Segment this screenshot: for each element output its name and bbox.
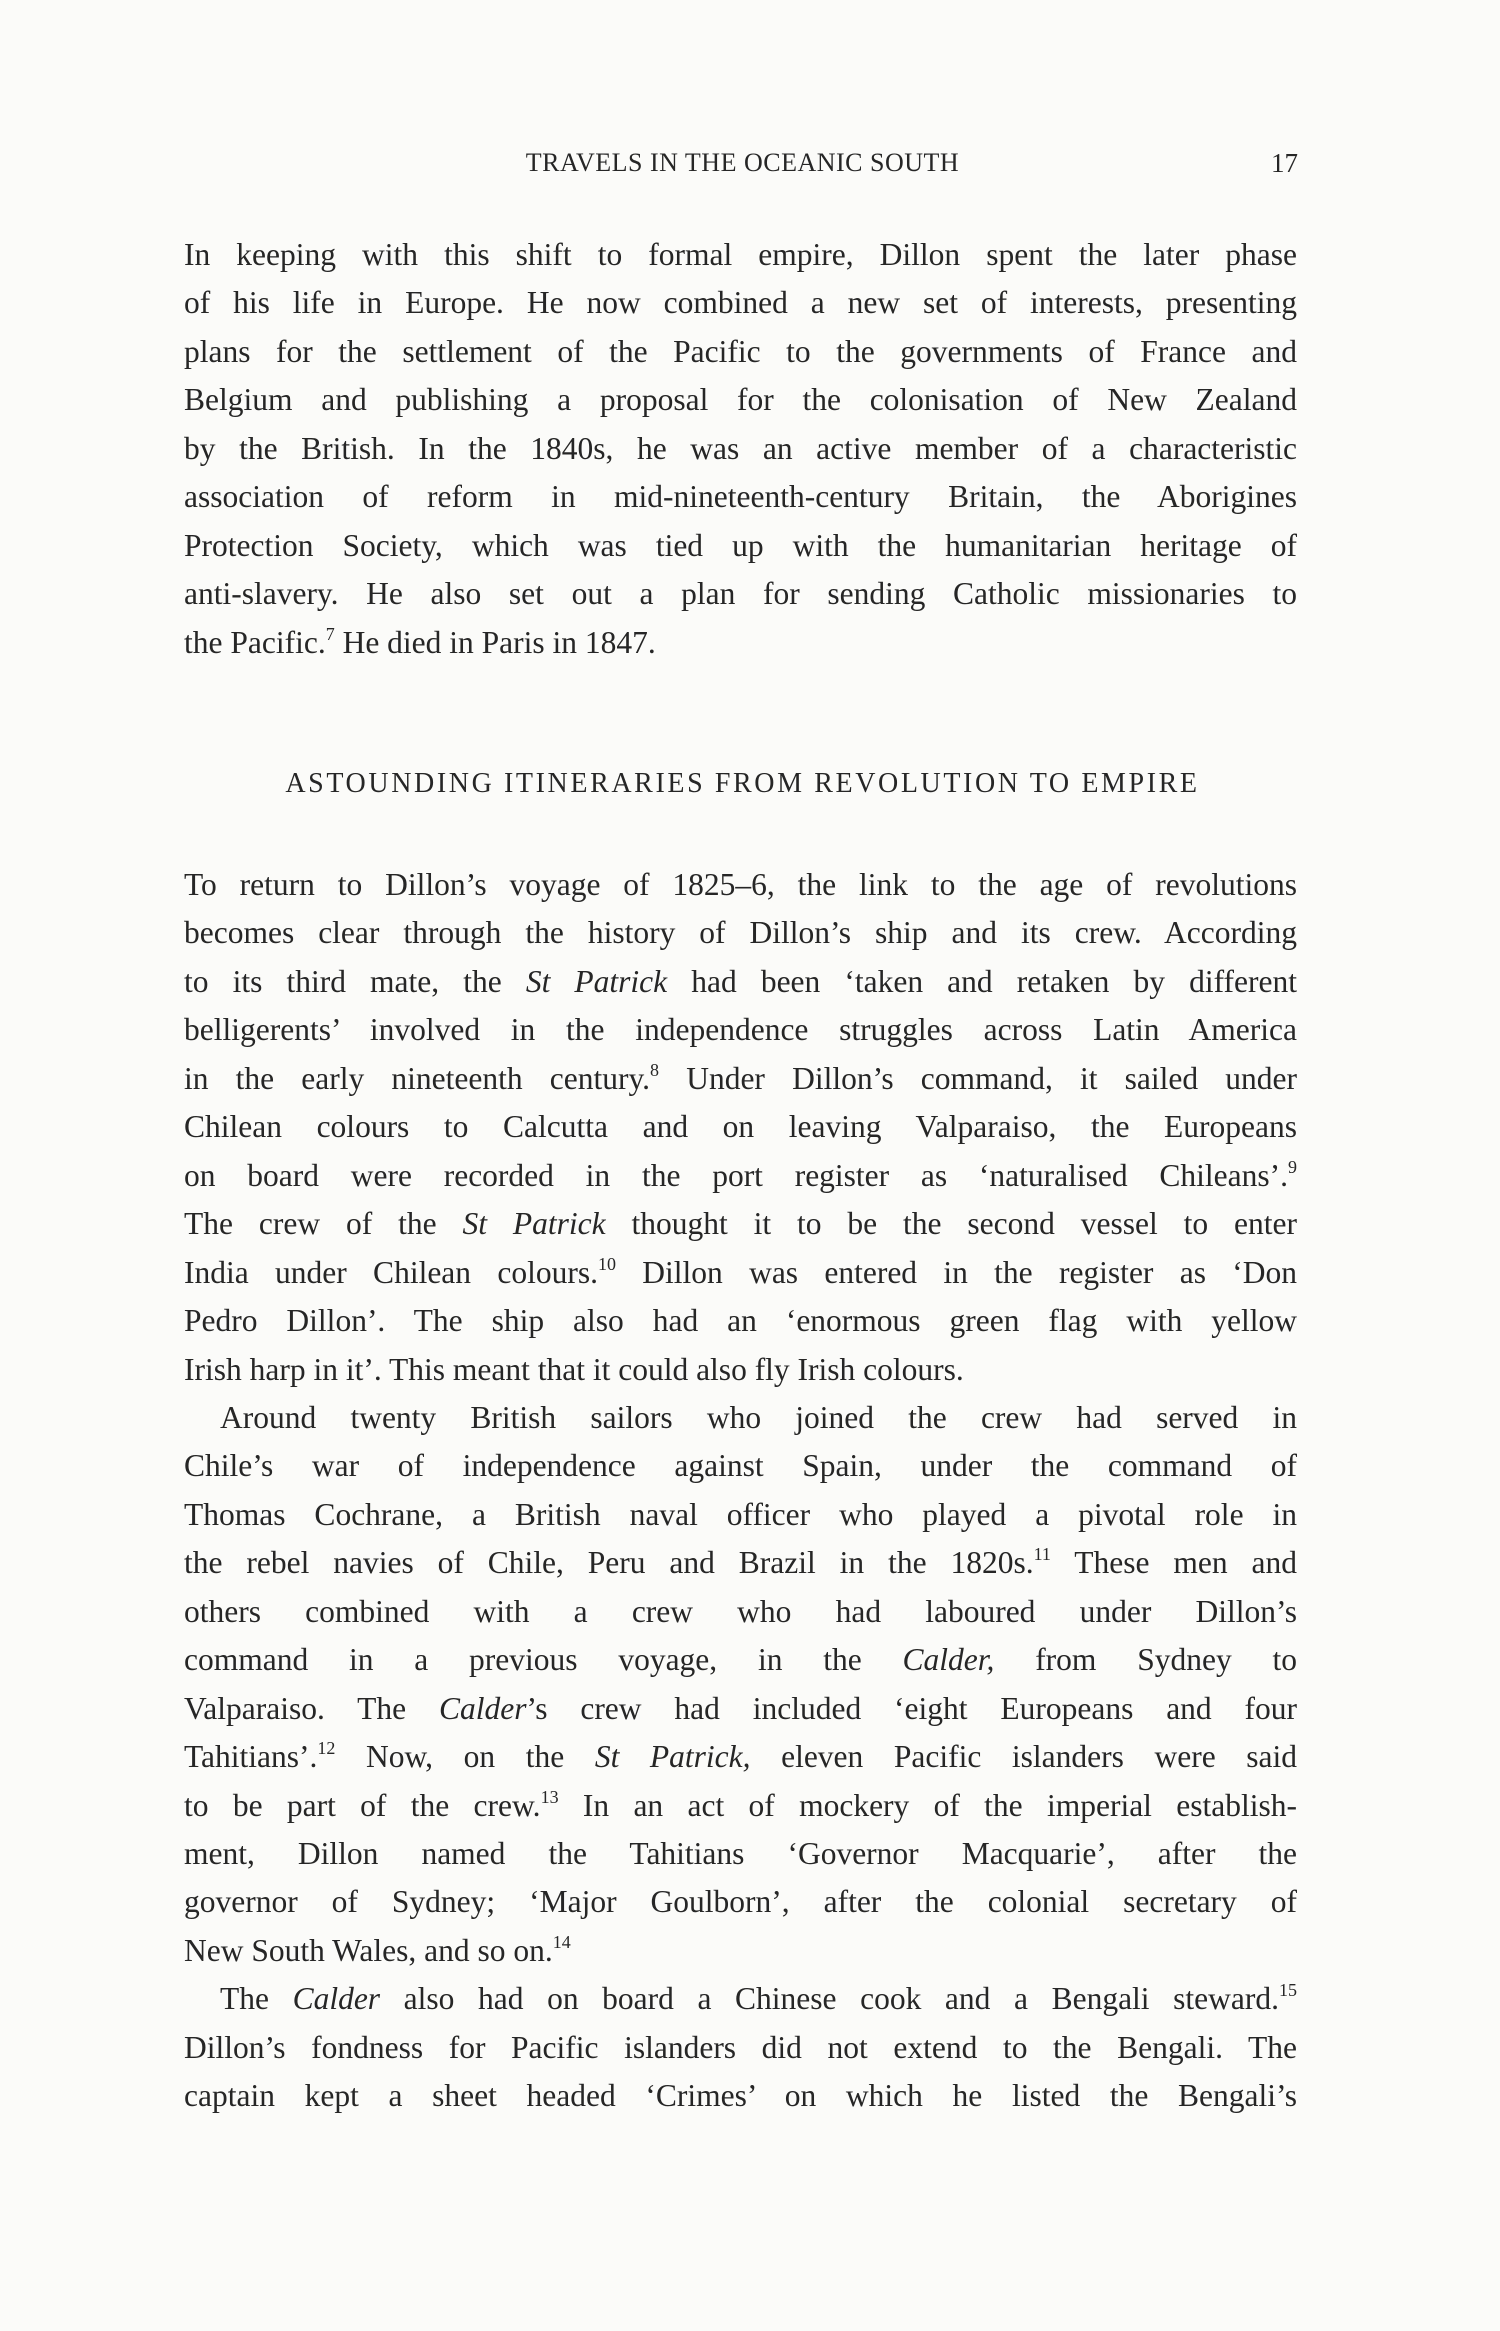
footnote-ref: 14 [552, 1931, 571, 1952]
text-line [184, 1834, 1297, 1874]
text-line [184, 1592, 1297, 1632]
running-head: TRAVELS IN THE OCEANIC SOUTH [525, 148, 960, 177]
text-line [184, 962, 1297, 1002]
text: in the early nineteenth century. [184, 1060, 651, 1096]
text: captain kept a sheet headed ‘Crimes’ on which he listed the Bengali’s [184, 2078, 1297, 2114]
page-number: 17 [1271, 148, 1298, 178]
text: The crew of the [184, 1206, 463, 1242]
text: In an act of mockery of the imperial establish- [558, 1787, 1297, 1823]
italic-text: St Patrick [462, 1206, 606, 1242]
text-line [184, 913, 1297, 953]
text-line [184, 1931, 1297, 1971]
text: These men and [1050, 1545, 1297, 1581]
text-line [184, 1350, 1297, 1390]
italic-text: Calder [438, 1690, 527, 1726]
text: Valparaiso. The [184, 1690, 439, 1726]
text: of his life in Europe. He now combined a new set of interests, presenting [184, 285, 1297, 321]
text: governor of Sydney; ‘Major Goulborn’, after the colonial secretary of [184, 1884, 1297, 1920]
text-line [220, 1979, 1297, 2019]
footnote-ref: 9 [1288, 1156, 1297, 1177]
text: He died in Paris in 1847. [334, 624, 656, 660]
text-line [184, 1689, 1297, 1729]
text-line [184, 1882, 1297, 1922]
text: Now, on the [335, 1739, 595, 1775]
text: plans for the settlement of the Pacific to the governments of France and [184, 333, 1297, 369]
text: Protection Society, which was tied up with the humanitarian heritage of [184, 527, 1297, 563]
text: eleven Pacific islanders were said [750, 1739, 1298, 1775]
italic-text: St Patrick [525, 963, 668, 999]
text: belligerents’ involved in the independence struggles across Latin America [184, 1012, 1297, 1048]
text: by the British. In the 1840s, he was an active member of a characteristic [184, 430, 1297, 466]
text-line [184, 526, 1297, 566]
text: also had on board a Chinese cook and a Bengali steward. [380, 1981, 1279, 2017]
text-line [184, 235, 1297, 275]
section-heading: ASTOUNDING ITINERARIES FROM REVOLUTION TO EMPIRE [285, 768, 1200, 799]
text: Tahitians’. [184, 1739, 318, 1775]
italic-text: Calder [292, 1981, 381, 2017]
text: Around twenty British sailors who joined the crew had served in [220, 1399, 1297, 1435]
text: on board were recorded in the port register as ‘naturalised Chileans’. [184, 1157, 1288, 1193]
text: Dillon was entered in the register as ‘Don [615, 1254, 1298, 1290]
footnote-ref: 12 [317, 1738, 336, 1759]
footnote-ref: 8 [650, 1059, 660, 1080]
text-line [184, 2076, 1297, 2116]
text-line [184, 1446, 1297, 1486]
text: had been ‘taken and retaken by different [667, 963, 1297, 999]
text-line [184, 2028, 1297, 2068]
italic-text: Calder, [902, 1642, 995, 1678]
text: the Pacific. [184, 624, 326, 660]
text-line [184, 283, 1297, 323]
text-line [184, 1301, 1297, 1341]
text: the rebel navies of Chile, Peru and Brazil in the 1820s. [184, 1545, 1034, 1581]
text: anti-slavery. He also set out a plan for sending Catholic missionaries to [184, 576, 1297, 612]
text-line [184, 1640, 1297, 1680]
text: others combined with a crew who had laboured under Dillon’s [184, 1593, 1297, 1629]
text-line [184, 1059, 1297, 1099]
text-line [184, 865, 1297, 905]
footnote-ref: 13 [540, 1786, 559, 1807]
text-line [184, 1543, 1297, 1583]
text: To return to Dillon’s voyage of 1825–6, the link to the age of revolutions [184, 867, 1297, 902]
text-line [184, 1253, 1297, 1293]
text: New South Wales, and so on. [184, 1932, 553, 1968]
text-line [184, 623, 1297, 663]
text: India under Chilean colours. [184, 1254, 598, 1290]
text: to be part of the crew. [184, 1787, 541, 1823]
footnote-ref: 15 [1278, 1980, 1297, 2001]
text-line [184, 1010, 1297, 1050]
text: The [220, 1981, 293, 2017]
text-line [184, 1737, 1297, 1777]
text: Thomas Cochrane, a British naval officer who played a pivotal role in [184, 1496, 1297, 1532]
text-line [184, 1786, 1297, 1826]
footnote-ref: 11 [1033, 1544, 1051, 1565]
text-line [184, 1495, 1297, 1535]
text: from Sydney to [994, 1642, 1297, 1678]
text: association of reform in mid-nineteenth-century Britain, the Aborigines [184, 479, 1297, 515]
text: thought it to be the second vessel to enter [605, 1206, 1297, 1242]
text: Chilean colours to Calcutta and on leaving Valparaiso, the Europeans [184, 1109, 1297, 1145]
italic-text: St Patrick, [594, 1739, 751, 1775]
text: Belgium and publishing a proposal for the colonisation of New Zealand [184, 382, 1297, 418]
footnote-ref: 10 [597, 1253, 616, 1274]
text-line [184, 380, 1297, 420]
text-line [184, 574, 1297, 614]
text: Under Dillon’s command, it sailed under [659, 1060, 1297, 1096]
text: to its third mate, the [184, 963, 526, 999]
text-line [184, 332, 1297, 372]
text: Irish harp in it’. This meant that it could also fly Irish colours. [184, 1351, 964, 1387]
text: Pedro Dillon’. The ship also had an ‘enormous green flag with yellow [184, 1303, 1297, 1339]
text: ment, Dillon named the Tahitians ‘Governor Macquarie’, after the [184, 1836, 1297, 1871]
text: Chile’s war of independence against Spain, under the command of [184, 1448, 1297, 1484]
text: ’s crew had included ‘eight Europeans and four [526, 1690, 1298, 1726]
text-line [184, 429, 1297, 469]
text-line [184, 1107, 1297, 1147]
text: becomes clear through the history of Dillon’s ship and its crew. According [184, 915, 1297, 951]
footnote-ref: 7 [325, 623, 335, 644]
text-line [184, 1156, 1297, 1196]
text-line [184, 1204, 1297, 1244]
text: command in a previous voyage, in the [184, 1642, 903, 1678]
text-line [220, 1398, 1297, 1438]
text: In keeping with this shift to formal empire, Dillon spent the later phase [184, 237, 1297, 272]
text-line [184, 477, 1297, 517]
text: Dillon’s fondness for Pacific islanders did not extend to the Bengali. The [184, 2029, 1297, 2065]
